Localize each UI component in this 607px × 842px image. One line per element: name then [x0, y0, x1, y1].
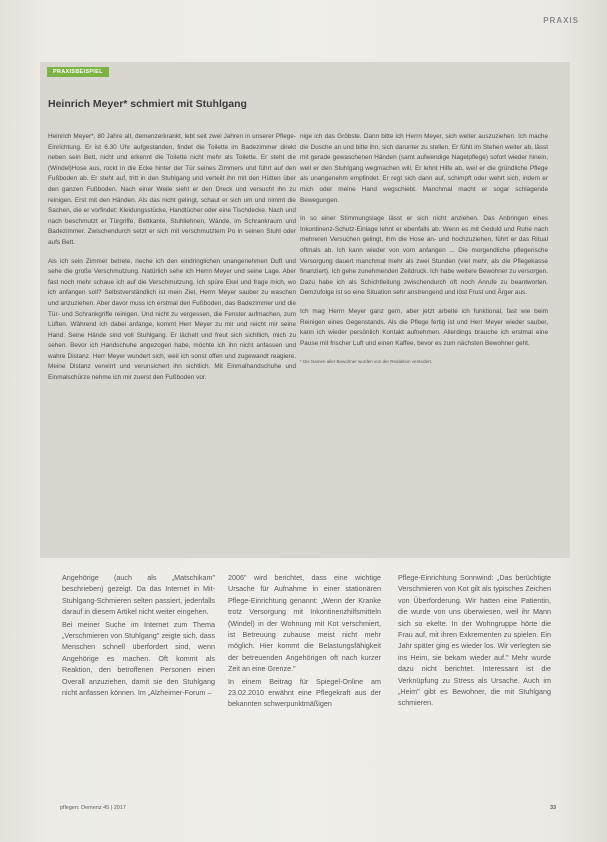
example-badge: PRAXISBEISPIEL	[47, 67, 109, 77]
box-column-left	[48, 132, 296, 392]
footnote: * Die Namen aller Bewohner wurden von der Redaktion verändert.	[300, 359, 433, 365]
article-paragraph: Bei meiner Suche im Internet zum Thema „Verschmieren von Stuhlgang" zeigte sich, dass Menschen schnell überfordert sind, wenn Angehörige es machen. Oft kommt als Reaktion, den betroffenen Personen einen Overall anzuziehen, damit sie den Stuhlgang nicht anfassen können. Im „Alzheimer-Forum –	[62, 619, 215, 698]
article-paragraph: Pflege-Einrichtung Sonnwind: „Das berüchtigte Verschmieren von Kot gilt als typisches Zeichen von Überforderung. Wir hatten eine Patientin, die wurde von uns überwiesen, weil ihr Mann sich so ekelte. In der Wohngruppe hörte die Frau auf, mit ihren Exkrementen zu spielen. Ein Jahr später ging es wieder los. Wir verlegten sie ins Heim, sie bekam wieder auf." Mehr wurde dazu nicht berichtet. Interessant ist die Verknüpfung zu Stress als Ursache. Auch im „Heim" gibt es Bewohner, die mit Stuhlgang schmieren.	[398, 573, 552, 708]
box-paragraph: Als ich sein Zimmer betrete, rieche ich den eindringlichen unangenehmen Duft und sehe die große Verschmutzung. Natürlich sehe ich Herrn Meyer und seine Lage. Aber fast noch mehr schaue ich auf die Verschmutzung. Ich spüre Ekel und frage mich, wo ich anfangen soll? Selbstverständlich ist mein Ziel, Herrn Meyer sauber zu waschen und anzuziehen. Aber davor muss ich erstmal den Fußboden, das Badezimmer und die Tür- und Schrankgriffe reinigen. Und nicht zu vergessen, die Fenster aufmachen, zum Lüften. Während ich dabei anfange, kommt Herr Meyer zu mir und reicht mir seine Hand. Seine Hände sind voll Stuhlgang. Er lächelt und freut sich sichtlich, mich zu sehen. Bevor ich Handschuhe angezogen habe, möchte ich ihn nicht anfassen und wahre Distanz. Herr Meyer wundert sich, weil ich sonst offen und zugewandt reagiere. Meine Distanz verwirrt und verunsichert ihn sichtlich. Mit Einmalhandschuhe und Einmalschürze nehme ich mir zuerst den Fußboden vor.	[48, 257, 296, 382]
article-paragraph: In einem Beitrag für Spiegel-Online am 23.02.2010 erwähnt eine Pflegekraft aus der bekannten schwerpunktmäßigen	[228, 676, 381, 709]
journal-footer: pflegen: Demenz 45 | 2017	[60, 805, 126, 811]
article-column-1	[62, 572, 215, 699]
article-column-2	[228, 572, 381, 711]
box-paragraph: nige ich das Gröbste. Dann bitte ich Herrn Meyer, sich weiter auszuziehen. Ich mache die Dusche an und bitte ihn, sich darunter zu stellen. Er fühlt im Stehen weiter ab, lässt mit gerade gewaschenen Händen (samt aufwendige Nagelpflege) sofort wieder hinein, weil er den Stuhlgang wegmachen will. Er lehnt Hilfe ab, weil er die gründliche Pflege als unangenehm empfindet. Er regt sich dann auf, schimpft oder wehrt sich, indem er mich oder meine Hand wegschiebt. Manchmal macht er sogar schlagende Bewegungen.	[300, 133, 548, 204]
article-column-3	[398, 572, 551, 710]
article-paragraph: Angehörige (auch als „Matschikam" beschrieben) gezeigt. Da das Internet in Mit-Stuhlgang-Schmieren selten passiert, jedenfalls darauf in diesem Artikel nicht weiter eingehen.	[62, 573, 215, 617]
box-title: Heinrich Meyer* schmiert mit Stuhlgang	[48, 98, 247, 110]
box-paragraph: Heinrich Meyer*, 80 Jahre alt, demenzerkrankt, lebt seit zwei Jahren in unserer Pflege-Einrichtung. Er ist 6.30 Uhr aufgestanden, findet die Toilette im Badezimmer direkt neben sein Bett, nicht und erkennt die Toilette nicht mehr als Toilette. Er steht die (Windel)Hose aus, rockt in die Ecke hinter der Tür seines Zimmers und führt auf den Fußboden ab. Er steht auf, tritt in den Stuhlgang und verteilt ihn mit den Hütten über den ganzen Fußboden. Nach einer Weile sieht er den Dreck und versucht ihn zu reinigen. Erst mit den Händen. Als das nicht gelingt, schaut er sich um und nimmt die Sachen, die er vorfindet: Kleidungsstücke, Handtücher oder eine Tischdecke. Nach und nach beschmutzt er Türgriffe, Bettkante, Stuhllehnen, Wände, im Schrankraum und Badezimmer. Zwischendurch setzt er sich mit verschmutztem Po in seinen Stuhl oder aufs Bett.	[48, 133, 296, 246]
section-label: PRAXIS	[543, 16, 579, 25]
box-paragraph: Ich mag Herrn Meyer ganz gern, aber jetzt arbeite ich funktional, fast wie beim Reinigen eines Gegenstands. Als die Pflege fertig ist und Herr Meyer wieder sauber, kann ich wieder persönlich Kontakt aufnehmen. Allerdings brauche ich erstmal eine Pause mit frischer Luft und einen Kaffee, bevor es zum nächsten Bewohner geht.	[300, 307, 548, 347]
article-paragraph: 2006" wird berichtet, dass eine wichtige Ursache für Aufnahme in einer stationären Pflege-Einrichtung genannt: „Wenn der Kranke trotz Versorgung mit Inkontinenzhilfsmitteln (Windel) in der Wohnung mit Kot verschmiert, ist Betreuung zuhause meist nicht mehr möglich. Hier kommt die Belastungsfähigkeit der betreuenden Angehörigen oft nach kurzer Zeit an eine Grenze."	[228, 573, 381, 674]
box-column-right	[300, 132, 548, 368]
box-paragraph: In so einer Stimmungslage lässt er sich nicht anziehen. Das Anbringen eines Inkontinenz-Schutz-Einlage lehnt er ebenfalls ab. Wenn es mit Geduld und Ruhe nach mehreren Versuchen gelingt, ihm die Hose an- und hochzuziehen, führt er das Ritual oftmals ab. Ich kann wieder von vorn anfangen ... Die morgendliche pflegerische Versorgung dauert manchmal mehr als zwei Stunden (viel mehr, als die Pflegekasse finanziert). Ich gehe zunehmenden Zeitdruck. Ich habe weitere Bewohner zu versorgen. Dazu habe ich als Schichtleitung zwischendurch oft noch Anrufe zu beantworten. Demzufolge ist so eine Situation sehr anstrengend und löst Frust und Ärger aus.	[300, 215, 548, 297]
page-number: 33	[550, 805, 557, 811]
